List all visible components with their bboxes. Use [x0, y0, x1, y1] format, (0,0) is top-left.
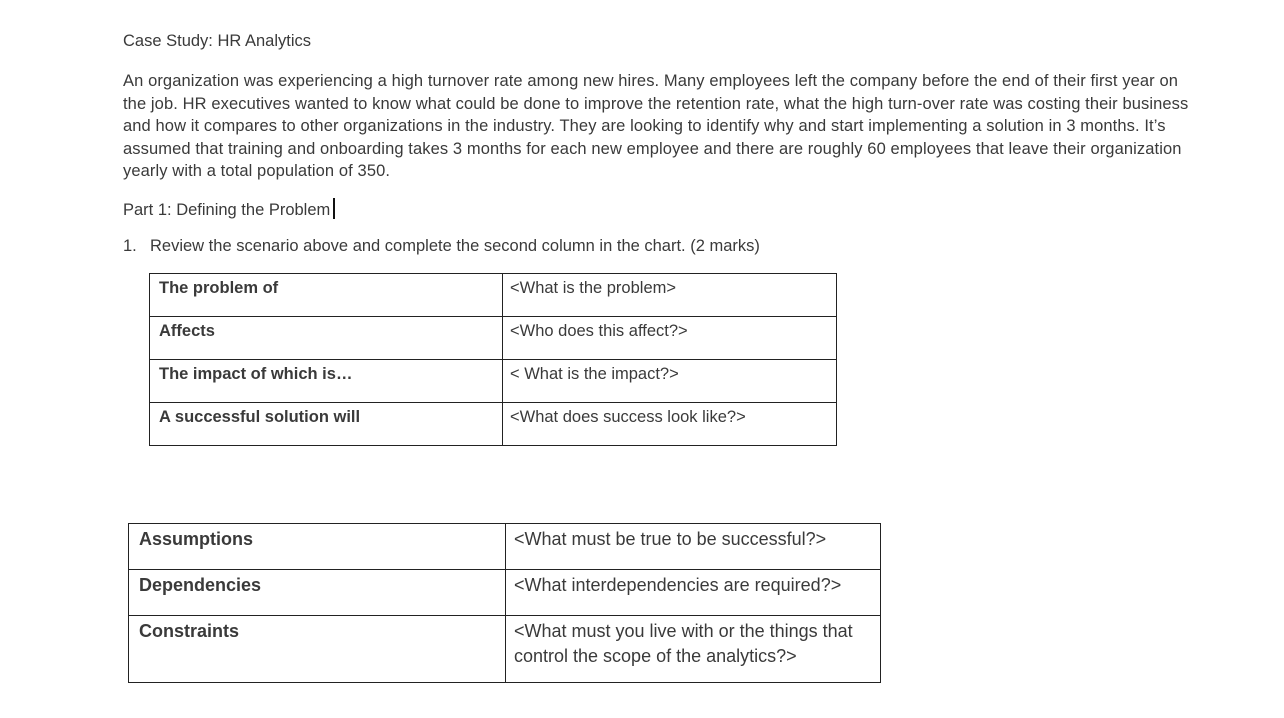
table-row: [150, 317, 837, 360]
table-row: [129, 524, 881, 570]
table-row: [129, 616, 881, 683]
table-row: [150, 360, 837, 403]
scenario-paragraph: An organization was experiencing a high turnover rate among new hires. Many employees left the company before the end of their first year on the job. HR executives wanted to know what could be done to improve the retention rate, what the high turn-over rate was costing their business and how it compares to other organizations in the industry. They are looking to identify why and start implementing a solution in 3 months. It’s assumed that training and onboarding takes 3 months for each new employee and there are roughly 60 employees that leave their organization yearly with a total population of 350.: [123, 72, 1189, 180]
document-title: Case Study: HR Analytics: [123, 32, 311, 50]
table-row: [150, 403, 837, 446]
assumptions-table: [128, 523, 881, 683]
table-row: [150, 274, 837, 317]
answer-cell[interactable]: <Who does this affect?>: [503, 317, 837, 360]
answer-cell[interactable]: < What is the impact?>: [503, 360, 837, 403]
row-label: The impact of which is…: [150, 360, 503, 403]
row-label: A successful solution will: [150, 403, 503, 446]
question-text: Review the scenario above and complete the second column in the chart. (2 marks): [150, 237, 760, 255]
answer-cell[interactable]: <What must you live with or the things that control the scope of the analytics?>: [506, 616, 881, 683]
answer-cell[interactable]: <What interdependencies are required?>: [506, 570, 881, 616]
row-label: Affects: [150, 317, 503, 360]
table-row: [129, 570, 881, 616]
answer-cell[interactable]: <What must be true to be successful?>: [506, 524, 881, 570]
part-heading-text: Part 1: Defining the Problem: [123, 201, 331, 219]
answer-cell[interactable]: <What is the problem>: [503, 274, 837, 317]
question-1: [123, 236, 760, 256]
answer-cell[interactable]: <What does success look like?>: [503, 403, 837, 446]
text-cursor: [333, 198, 335, 219]
problem-definition-table: [149, 273, 837, 446]
row-label: Assumptions: [129, 524, 506, 570]
row-label: The problem of: [150, 274, 503, 317]
row-label: Constraints: [129, 616, 506, 683]
row-label: Dependencies: [129, 570, 506, 616]
question-number: 1.: [123, 237, 137, 255]
part-heading: [123, 198, 335, 220]
